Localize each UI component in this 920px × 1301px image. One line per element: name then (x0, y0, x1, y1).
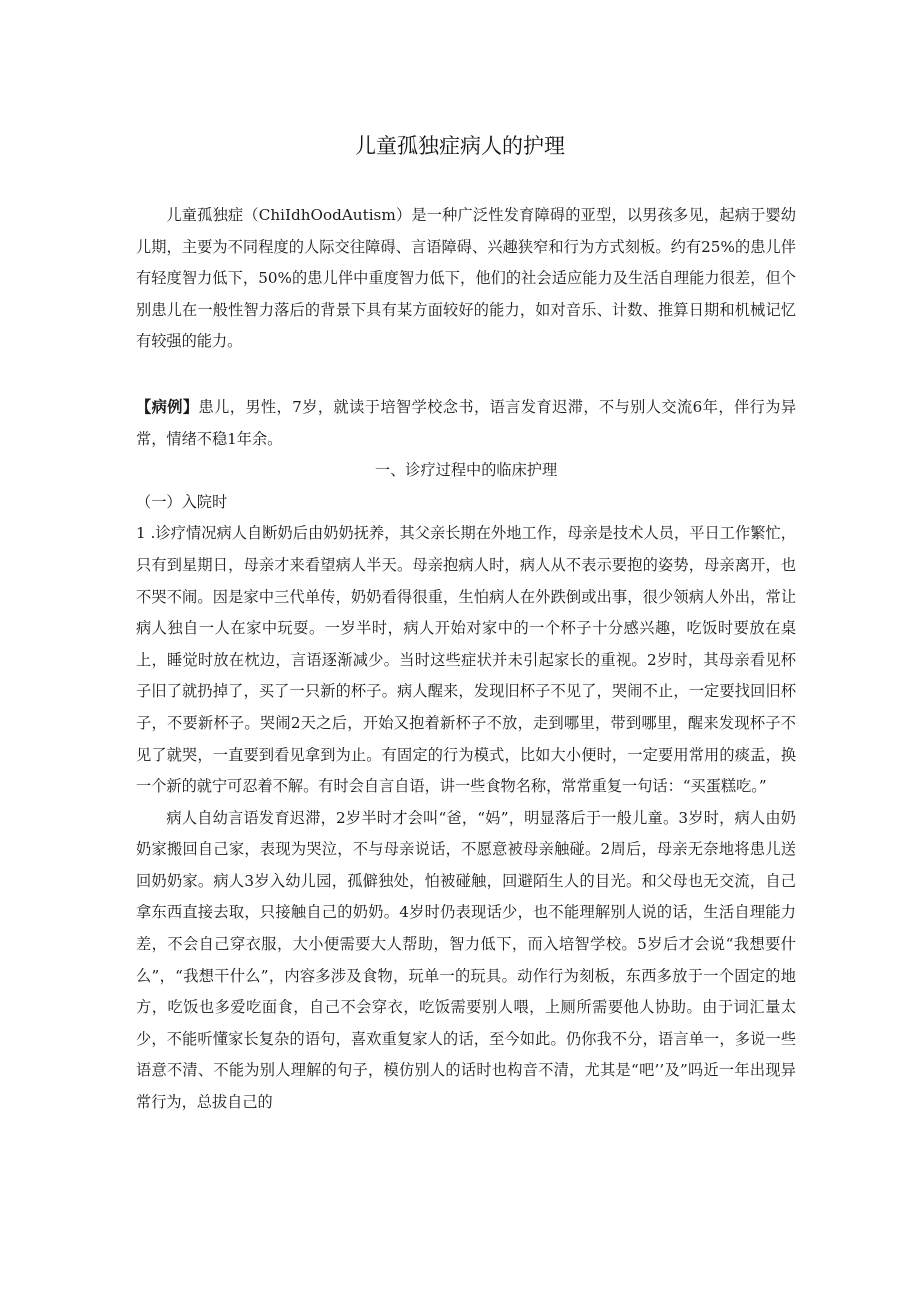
case-paragraph (136, 392, 796, 455)
history-paragraph-2: 病人自幼言语发育迟滞，2岁半时才会叫“爸，“妈”，明显落后于一般儿童。3岁时，病人由奶奶家搬回自己家，表现为哭泣，不与母亲说话，不愿意被母亲触碰。2周后，母亲无奈地将患儿送回奶奶家。病人3岁入幼儿园，孤僻独处，怕被碰触，回避陌生人的目光。和父母也无交流，自己拿东西直接去取，只接触自己的奶奶。4岁时仍表现话少，也不能理解别人说的话，生活自理能力差，不会自己穿衣服，大小便需要大人帮助，智力低下，而入培智学校。5岁后才会说“我想要什么”，“我想干什么”，内容多涉及食物，玩单一的玩具。动作行为刻板，东西多放于一个固定的地方，吃饭也多爱吃面食，自己不会穿衣，吃饭需要别人喂，上厕所需要他人协助。由于词汇量太少，不能听懂家长复杂的语句，喜欢重复家人的话，至今如此。仍你我不分，语言单一，多说一些语意不清、不能为别人理解的句子，模仿别人的话时也构音不清，尤其是“吧’’及”吗近一年出现异常行为，总拔自己的 (136, 808, 796, 1112)
spacer (136, 358, 796, 392)
case-label: 【病例】 (136, 397, 199, 416)
intro-paragraph: 儿童孤独症（ChiIdhOodAutism）是一种广泛性发育障碍的亚型，以男孩多见，起病于婴幼儿期，主要为不同程度的人际交往障碍、言语障碍、兴趣狭窄和行为方式刻板。约有25%的患儿伴有轻度智力低下，50%的患儿伴中重度智力低下，他们的社会适应能力及生活自理能力很差，但个别患儿在一般性智力落后的背景下具有某方面较好的能力，如对音乐、计数、推算日期和机械记忆有较强的能力。 (136, 206, 796, 351)
section-heading: 一、诊疗过程中的临床护理 (374, 461, 558, 480)
document-body (136, 200, 796, 1119)
case-text: 患儿，男性，7岁，就读于培智学校念书，语言发育迟滞，不与别人交流6年，伴行为异常，情绪不稳1年余。 (136, 397, 797, 448)
subsection-heading: （一）入院时 (136, 492, 228, 511)
document-title: 儿童孤独症病人的护理 (355, 134, 565, 158)
history-paragraph-1: 1 .诊疗情况病人自断奶后由奶奶抚养，其父亲长期在外地工作，母亲是技术人员，平日工作繁忙，只有到星期日，母亲才来看望病人半天。母亲抱病人时，病人从不表示要抱的姿势，母亲离开，也不哭不闹。因是家中三代单传，奶奶看得很重，生怕病人在外跌倒或出事，很少领病人外出，常让病人独自一人在家中玩耍。一岁半时，病人开始对家中的一个杯子十分感兴趣，吃饭时要放在桌上，睡觉时放在枕边，言语逐渐减少。当时这些症状并未引起家长的重视。2岁时，其母亲看见杯子旧了就扔掉了，买了一只新的杯子。病人醒来，发现旧杯子不见了，哭闹不止，一定要找回旧杯子，不要新杯子。哭闹2天之后，开始又抱着新杯子不放，走到哪里，带到哪里，醒来发现杯子不见了就哭，一直要到看见拿到为止。有固定的行为模式，比如大小便时，一定要用常用的痰盂，换一个新的就宁可忍着不解。有时会自言自语，讲一些食物名称，常常重复一句话：“买蛋糕吃。” (136, 524, 796, 796)
